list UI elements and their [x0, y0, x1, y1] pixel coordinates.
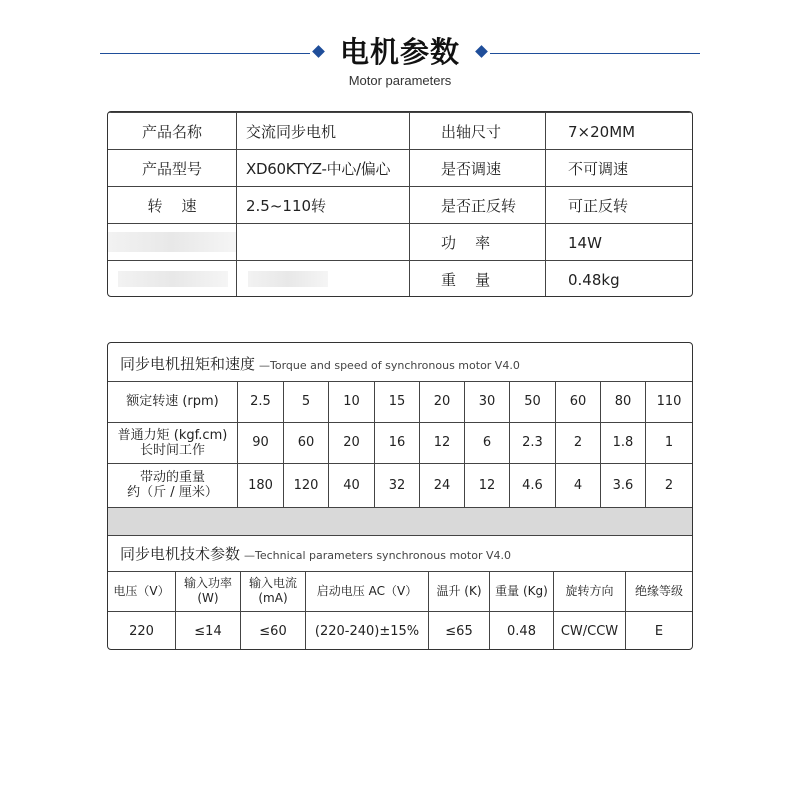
header-line-right — [490, 53, 700, 54]
table-cell: 4 — [573, 477, 583, 493]
table-cell: 180 — [248, 477, 273, 493]
column-header: 旋转方向 — [565, 583, 614, 598]
table-cell: 2.3 — [522, 435, 543, 450]
table-cell: CW/CCW — [560, 623, 619, 639]
table-cell: 12 — [478, 477, 496, 493]
table-cell: ≤65 — [445, 623, 473, 639]
table-row — [108, 186, 692, 224]
table-cell: 10 — [343, 394, 360, 409]
column-header: 电压（V） — [113, 583, 170, 598]
row-label: 额定转速 (rpm) — [126, 394, 219, 409]
table-row — [108, 223, 692, 261]
table-row — [108, 112, 692, 150]
column-header: 温升 (K) — [436, 583, 482, 598]
column-header: 启动电压 AC（V） — [316, 583, 418, 598]
page-subtitle: Motor parameters — [348, 73, 452, 88]
table-cell: 60 — [569, 394, 587, 409]
row-label: 出轴尺寸 — [441, 123, 502, 141]
row-value: 14W — [568, 233, 602, 252]
torque-section-title — [120, 353, 520, 374]
page-title: 电机参数 — [339, 35, 460, 69]
header-line: 输入功率 — [183, 576, 232, 590]
tech-title-cn: 同步电机技术参数 — [120, 545, 241, 563]
row-label: 功 率 — [441, 234, 491, 252]
table-cell: 2.5 — [250, 394, 271, 409]
column-header — [176, 571, 240, 611]
table-cell: (220-240)±15% — [314, 623, 420, 639]
table-cell: 40 — [343, 477, 360, 493]
header-line-left — [100, 53, 310, 54]
table-cell: ≤14 — [194, 623, 222, 639]
redacted-area — [108, 232, 236, 252]
row-value: XD60KTYZ-中心/偏心 — [246, 160, 391, 178]
redacted-area — [248, 271, 328, 287]
table-cell: 3.6 — [612, 477, 634, 493]
table-cell: 24 — [433, 477, 451, 493]
table-cell: 80 — [614, 394, 632, 409]
torque-title-en: —Torque and speed of synchronous motor V4.0 — [259, 359, 520, 372]
column-header — [241, 571, 305, 611]
table-cell: 50 — [524, 394, 541, 409]
table-cell: 1 — [664, 435, 674, 450]
tech-section-title — [120, 543, 511, 564]
table-cell: 120 — [293, 477, 319, 493]
header-line: 输入电流 — [248, 576, 297, 590]
table-cell: 220 — [129, 623, 154, 639]
parameters-table — [107, 342, 693, 650]
row-label: 产品型号 — [141, 160, 202, 178]
table-cell: 20 — [343, 435, 360, 450]
row-label — [108, 422, 237, 463]
table-cell: 110 — [656, 394, 682, 409]
row-label: 转 速 — [147, 197, 197, 215]
table-cell: 5 — [301, 394, 311, 409]
table-cell: 2 — [664, 477, 674, 493]
tech-title-en: —Technical parameters synchronous motor V4.0 — [244, 549, 511, 562]
table-cell: 30 — [478, 394, 496, 409]
row-label: 是否调速 — [441, 160, 502, 178]
table-cell: 1.8 — [612, 435, 634, 450]
table-cell: 32 — [388, 477, 406, 493]
row-divider — [108, 535, 692, 536]
table-cell: 20 — [433, 394, 451, 409]
row-value: 不可调速 — [568, 160, 629, 178]
separator-band — [108, 507, 692, 535]
header-line: (W) — [197, 591, 219, 605]
row-value: 0.48kg — [568, 270, 620, 289]
table-cell: ≤60 — [259, 623, 287, 639]
row-divider — [108, 507, 692, 508]
table-cell: 90 — [252, 435, 269, 450]
torque-title-cn: 同步电机扭矩和速度 — [120, 355, 256, 373]
section-header — [0, 0, 800, 100]
row-label: 是否正反转 — [441, 197, 517, 215]
basic-info-table — [107, 111, 693, 297]
row-value: 交流同步电机 — [246, 123, 337, 141]
row-label: 产品名称 — [141, 123, 202, 141]
column-header: 绝缘等级 — [634, 583, 683, 598]
table-cell: 2 — [573, 435, 583, 450]
table-row — [108, 260, 692, 297]
table-cell: 6 — [482, 435, 492, 450]
diamond-icon — [312, 45, 325, 58]
table-cell: 4.6 — [522, 477, 543, 493]
row-label-line: 带动的重量 — [139, 470, 205, 485]
table-cell: 15 — [388, 394, 406, 409]
row-value: 7×20MM — [568, 122, 636, 141]
table-cell: E — [654, 623, 664, 639]
table-cell: 16 — [388, 435, 406, 450]
row-label-line: 长时间工作 — [139, 442, 205, 458]
table-cell: 60 — [297, 435, 315, 450]
row-label — [108, 463, 237, 507]
table-cell: 0.48 — [507, 623, 536, 639]
row-value: 可正反转 — [568, 197, 629, 215]
redacted-area — [118, 271, 228, 287]
row-label-line: 约（斤 / 厘米） — [127, 485, 218, 500]
header-line: (mA) — [258, 591, 288, 605]
column-header: 重量 (Kg) — [495, 583, 548, 598]
row-value: 2.5~110转 — [246, 197, 327, 215]
table-cell: 12 — [433, 435, 451, 450]
table-row — [108, 149, 692, 187]
row-label-line: 普通力矩 (kgf.cm) — [117, 427, 228, 443]
diamond-icon — [475, 45, 488, 58]
row-label: 重 量 — [441, 271, 491, 289]
